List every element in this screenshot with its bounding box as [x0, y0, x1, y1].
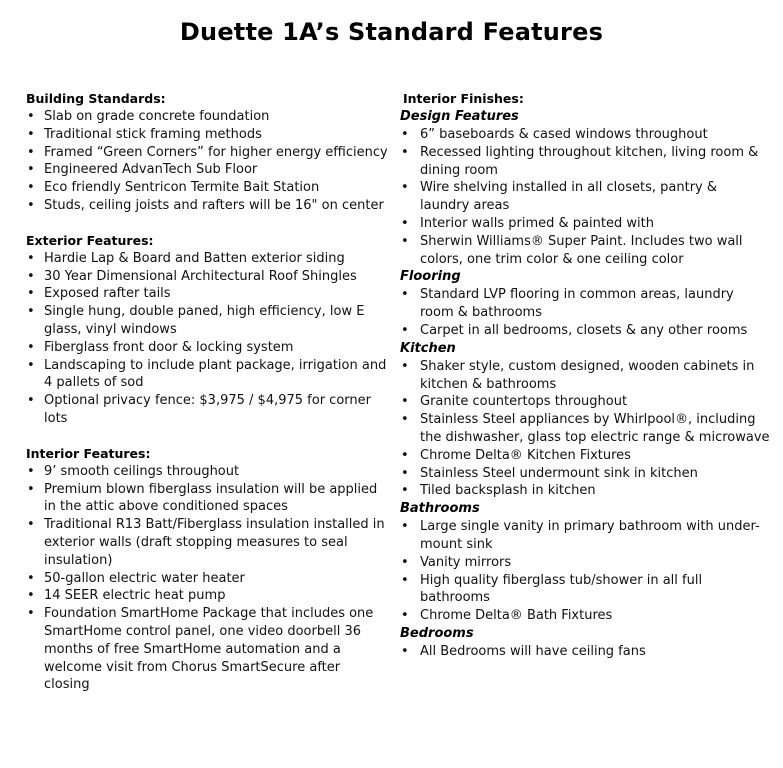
list-item: • Vanity mirrors: [400, 554, 770, 572]
flooring-heading: Flooring: [400, 269, 461, 285]
list-item: • Exposed rafter tails: [26, 285, 388, 303]
design-features-list: [400, 126, 770, 268]
page-title: Duette 1A’s Standard Features: [179, 18, 604, 46]
left-column: [26, 90, 388, 694]
list-item: • Traditional R13 Batt/Fiberglass insulation installed in exterior walls (draft stopping measures to seal insulation): [26, 516, 388, 569]
interior-features-section: [26, 445, 388, 694]
list-item: • 50-gallon electric water heater: [26, 570, 388, 588]
kitchen-section: [400, 340, 770, 500]
list-item: • All Bedrooms will have ceiling fans: [400, 643, 770, 661]
design-features-section: [400, 108, 770, 268]
list-item: • Shaker style, custom designed, wooden cabinets in kitchen & bathrooms: [400, 358, 770, 394]
list-item: • Slab on grade concrete foundation: [26, 108, 388, 126]
list-item: • Stainless Steel undermount sink in kitchen: [400, 465, 770, 483]
list-item: • 6” baseboards & cased windows throughout: [400, 126, 770, 144]
list-item: • Carpet in all bedrooms, closets & any other rooms: [400, 322, 770, 340]
kitchen-list: [400, 358, 770, 500]
list-item: • Recessed lighting throughout kitchen, living room & dining room: [400, 144, 770, 180]
building-standards-heading: Building Standards:: [26, 91, 166, 106]
list-item: • Hardie Lap & Board and Batten exterior siding: [26, 250, 388, 268]
bathrooms-list: [400, 518, 770, 625]
exterior-features-list: [26, 250, 388, 428]
list-item: • Tiled backsplash in kitchen: [400, 482, 770, 500]
bedrooms-list: [400, 643, 770, 661]
design-features-heading: Design Features: [400, 109, 519, 124]
list-item: • Engineered AdvanTech Sub Floor: [26, 161, 388, 179]
list-item: • Chrome Delta® Bath Fixtures: [400, 607, 770, 625]
interior-features-heading: Interior Features:: [26, 445, 151, 461]
list-item: • Large single vanity in primary bathroom with under-mount sink: [400, 518, 770, 554]
building-standards-section: [26, 90, 388, 215]
bathrooms-section: [400, 500, 770, 625]
bedrooms-heading: Bedrooms: [400, 625, 474, 641]
list-item: • Chrome Delta® Kitchen Fixtures: [400, 447, 770, 465]
list-item: • Interior walls primed & painted with: [400, 215, 770, 233]
list-item: • Single hung, double paned, high efficiency, low E glass, vinyl windows: [26, 303, 388, 339]
list-item: • Traditional stick framing methods: [26, 126, 388, 144]
interior-features-list: [26, 463, 388, 694]
flooring-section: [400, 268, 770, 339]
exterior-features-heading: Exterior Features:: [26, 232, 154, 248]
list-item: • Sherwin Williams® Super Paint. Includes two wall colors, one trim color & one ceiling color: [400, 233, 770, 269]
list-item: • Fiberglass front door & locking system: [26, 339, 388, 357]
interior-finishes-heading: Interior Finishes:: [403, 91, 524, 106]
list-item: • Optional privacy fence: $3,975 / $4,975 for corner lots: [26, 392, 388, 428]
right-column: [400, 90, 770, 661]
list-item: • Eco friendly Sentricon Termite Bait Station: [26, 179, 388, 197]
list-item: • Standard LVP flooring in common areas, laundry room & bathrooms: [400, 286, 770, 322]
list-item: • 14 SEER electric heat pump: [26, 587, 388, 605]
list-item: • 9’ smooth ceilings throughout: [26, 463, 388, 481]
building-standards-list: [26, 108, 388, 215]
list-item: • 30 Year Dimensional Architectural Roof Shingles: [26, 268, 388, 286]
list-item: • Premium blown fiberglass insulation will be applied in the attic above conditioned spaces: [26, 481, 388, 517]
bedrooms-section: [400, 625, 770, 661]
list-item: • High quality fiberglass tub/shower in all full bathrooms: [400, 572, 770, 608]
kitchen-heading: Kitchen: [400, 340, 456, 356]
list-item: • Studs, ceiling joists and rafters will be 16" on center: [26, 197, 388, 215]
list-item: • Wire shelving installed in all closets, pantry & laundry areas: [400, 179, 770, 215]
list-item: • Foundation SmartHome Package that includes one SmartHome control panel, one video doorbell 36 months of free SmartHome automation and a welcome visit from Chorus SmartSecure after closing: [26, 605, 388, 694]
list-item: • Granite countertops throughout: [400, 393, 770, 411]
list-item: • Framed “Green Corners” for higher energy efficiency: [26, 144, 388, 162]
exterior-features-section: [26, 232, 388, 428]
bathrooms-heading: Bathrooms: [400, 501, 480, 517]
flooring-list: [400, 286, 770, 339]
list-item: • Landscaping to include plant package, irrigation and 4 pallets of sod: [26, 357, 388, 393]
list-item: • Stainless Steel appliances by Whirlpool®, including the dishwasher, glass top electric range & microwave: [400, 411, 770, 447]
